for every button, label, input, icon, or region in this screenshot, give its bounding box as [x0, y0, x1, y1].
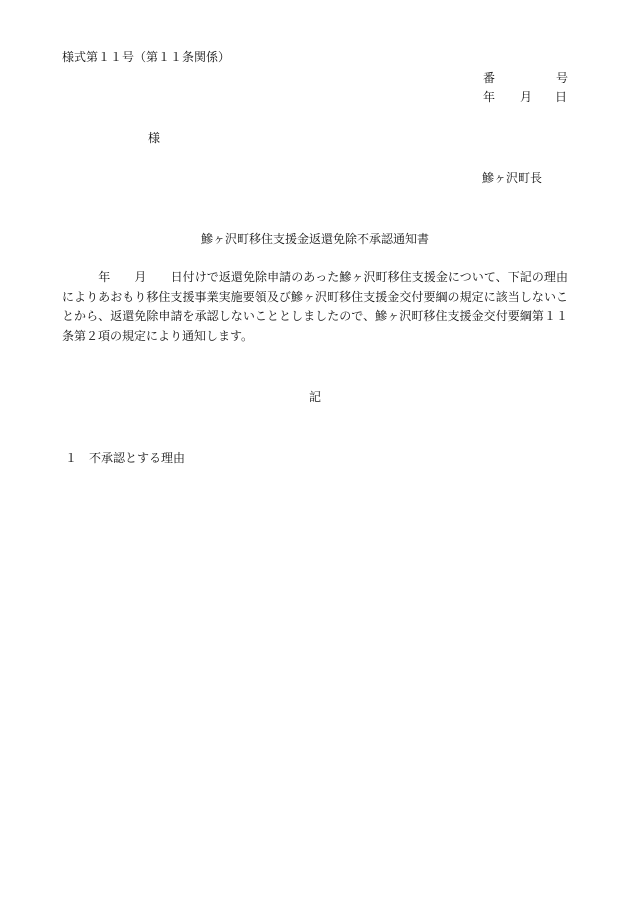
list-item [65, 452, 185, 464]
addressee-honorific: 様 [148, 131, 161, 145]
date-line [483, 91, 567, 103]
form-number: 様式第１１号（第１１条関係） [62, 50, 231, 64]
date-month: 月 [520, 90, 533, 104]
document-title: 鰺ヶ沢町移住支援金返還免除不承認通知書 [200, 232, 429, 246]
document-number-label [483, 72, 568, 84]
document-number-prefix: 番 [483, 71, 496, 85]
item-number: １ [65, 451, 78, 465]
item-label: 不承認とする理由 [89, 451, 186, 465]
ki-heading: 記 [308, 390, 321, 404]
date-year: 年 [483, 90, 496, 104]
body-paragraph: 年 月 日付けで返還免除申請のあった鰺ヶ沢町移住支援金について、下記の理由によりあおもり移住支援事業実施要領及び鰺ヶ沢町移住支援金交付要綱の規定に該当しないことから、返還免除申請を承認しないこととしましたので、鰺ヶ沢町移住支援金交付要綱第１１条第２項の規定により通知します。 [62, 270, 568, 343]
issuer-name: 鰺ヶ沢町長 [482, 171, 543, 185]
date-day: 日 [555, 90, 568, 104]
document-number-suffix: 号 [555, 71, 568, 85]
